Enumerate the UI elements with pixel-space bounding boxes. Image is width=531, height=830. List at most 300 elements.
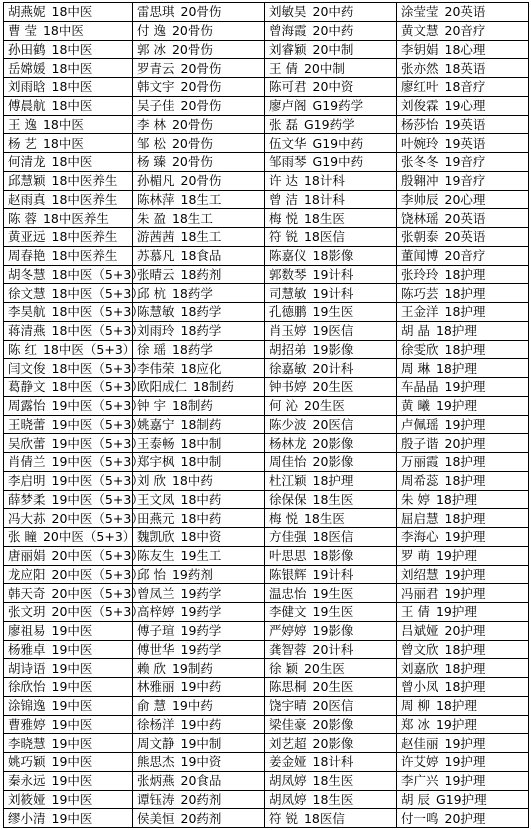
student-name: 陈可君 <box>269 79 307 95</box>
student-name: 王 倩 <box>401 604 430 620</box>
student-name: 徐欣怡 <box>8 679 46 695</box>
table-row <box>4 584 529 603</box>
student-name: 姚嘉宁 <box>137 416 175 432</box>
roster-cell <box>397 659 529 678</box>
student-class: 18制药 <box>171 398 213 414</box>
student-name: 李帅辰 <box>401 191 439 207</box>
student-name: 陈 红 <box>8 341 37 357</box>
roster-cell <box>265 59 397 78</box>
student-name: 肖玉婷 <box>269 323 307 339</box>
student-name: 涂锦逸 <box>8 698 46 714</box>
roster-cell <box>397 378 529 397</box>
roster-cell <box>397 453 529 472</box>
roster-cell <box>265 565 397 584</box>
roster-cell <box>4 471 144 490</box>
student-class: 20中制 <box>303 60 345 76</box>
student-class: G19药学 <box>303 116 355 132</box>
student-name: 李晓慧 <box>8 735 46 751</box>
student-class: 18中医 <box>51 41 93 57</box>
roster-cell <box>4 340 136 359</box>
student-class: 20心理 <box>444 191 486 207</box>
student-name: 姜金娅 <box>269 754 307 770</box>
roster-cell <box>4 584 144 603</box>
student-class: 20中医（5+3） <box>51 585 144 601</box>
student-class: 18护理 <box>444 285 486 301</box>
roster-cell <box>265 640 397 659</box>
student-class: 18中医（5+3） <box>51 360 144 376</box>
student-name: 徐嘉敏 <box>269 360 307 376</box>
student-class: 19影像 <box>312 341 354 357</box>
roster-cell <box>397 490 529 509</box>
student-class: 18医信 <box>312 529 354 545</box>
student-name: 杨 艺 <box>8 135 37 151</box>
roster-cell <box>397 321 529 340</box>
student-class: 18中医（5+3） <box>51 323 144 339</box>
roster-cell <box>265 603 397 622</box>
student-name: 周 琳 <box>401 360 430 376</box>
roster-cell <box>133 584 265 603</box>
student-class: 20生医 <box>303 660 345 676</box>
student-name: 王泰畅 <box>137 435 175 451</box>
student-name: 郭 冰 <box>137 41 166 57</box>
student-class: 19护理 <box>444 735 486 751</box>
roster-cell <box>265 790 397 809</box>
student-class: 19生工 <box>180 548 222 564</box>
student-name: 孙楣凡 <box>137 173 175 189</box>
table-row <box>4 490 529 509</box>
student-name: 罗 萌 <box>401 548 430 564</box>
student-name: 万丽霞 <box>401 454 439 470</box>
student-name: 朱 盈 <box>137 210 166 226</box>
table-row <box>4 3 529 22</box>
roster-cell <box>133 640 265 659</box>
student-class: 20护理 <box>444 810 486 826</box>
student-name: 龚智蓉 <box>269 641 307 657</box>
student-name: 曾小凤 <box>401 679 439 695</box>
student-name: 叶婉玲 <box>401 135 439 151</box>
student-name: 薛梦柔 <box>8 491 46 507</box>
student-name: 郑宇枫 <box>137 454 175 470</box>
student-name: 周希蕊 <box>401 473 439 489</box>
student-class: 20骨伤 <box>180 60 222 76</box>
table-row <box>4 715 529 734</box>
student-class: 18中医（5+3） <box>42 341 136 357</box>
roster-cell <box>397 96 529 115</box>
student-name: 钟 宇 <box>137 398 166 414</box>
student-class: 20影像 <box>312 716 354 732</box>
student-class: 19护理 <box>435 398 477 414</box>
student-class: 19护理 <box>435 604 477 620</box>
student-class: 18医信 <box>303 229 345 245</box>
student-class: 19护理 <box>444 754 486 770</box>
roster-cell <box>397 415 529 434</box>
student-name: 严婷婷 <box>269 623 307 639</box>
student-name: 张 磊 <box>269 116 298 132</box>
roster-cell <box>265 453 397 472</box>
student-name: 殷翱冲 <box>401 173 439 189</box>
student-name: 陈友生 <box>137 548 175 564</box>
student-name: 梁佳豪 <box>269 716 307 732</box>
roster-cell <box>4 734 133 753</box>
student-class: 18护理 <box>444 473 486 489</box>
student-name: 冯大荪 <box>8 510 46 526</box>
student-name: 俞 慧 <box>137 698 166 714</box>
student-class: 18计科 <box>312 754 354 770</box>
student-class: 18中药 <box>180 491 222 507</box>
roster-cell <box>133 509 265 528</box>
student-class: 20音疗 <box>444 248 486 264</box>
student-name: 肖倩兰 <box>8 454 46 470</box>
student-class: 19英语 <box>444 135 486 151</box>
student-name: 陈银辉 <box>269 566 307 582</box>
student-name: 伍文华 <box>269 135 307 151</box>
roster-cell <box>4 190 133 209</box>
table-row <box>4 303 529 322</box>
student-class: 18制药 <box>193 379 234 395</box>
student-class: G19药学 <box>312 98 364 114</box>
student-class: 18中医 <box>42 135 84 151</box>
roster-cell <box>4 321 144 340</box>
table-row <box>4 340 529 359</box>
roster-cell <box>4 78 133 97</box>
student-class: 20影像 <box>312 735 354 751</box>
table-row <box>4 78 529 97</box>
student-name: 高梓婷 <box>137 604 175 620</box>
student-class: 18中药 <box>171 473 213 489</box>
student-name: 曹雅婷 <box>8 716 46 732</box>
roster-cell <box>265 115 397 134</box>
student-class: G19中药 <box>312 154 364 170</box>
table-row <box>4 321 529 340</box>
student-class: 19中医（5+3） <box>51 491 144 507</box>
roster-cell <box>265 321 397 340</box>
table-row <box>4 528 529 547</box>
roster-cell <box>133 21 265 40</box>
table-row <box>4 621 529 640</box>
student-name: 蒋清燕 <box>8 323 46 339</box>
student-class: 19中医 <box>51 716 93 732</box>
student-class: 20骨伤 <box>180 173 222 189</box>
student-class: 18护理 <box>444 341 486 357</box>
roster-cell <box>265 378 397 397</box>
student-class: 19影像 <box>312 623 354 639</box>
student-class: 19中药 <box>180 716 222 732</box>
roster-cell <box>4 284 144 303</box>
table-row <box>4 209 529 228</box>
student-name: 冯丽君 <box>401 585 439 601</box>
table-row <box>4 246 529 265</box>
student-name: 张炳燕 <box>137 773 175 789</box>
student-name: 傅世华 <box>137 641 175 657</box>
student-name: 曾海霞 <box>269 23 307 39</box>
student-class: 18护理 <box>312 473 354 489</box>
student-name: 杨 臻 <box>137 154 166 170</box>
table-row <box>4 640 529 659</box>
roster-cell <box>265 696 397 715</box>
student-class: 18中医 <box>51 4 93 20</box>
roster-cell <box>133 603 265 622</box>
student-name: 王晓蕾 <box>8 416 46 432</box>
student-name: 李伟荣 <box>137 360 175 376</box>
roster-cell <box>133 246 265 265</box>
roster-cell <box>397 190 529 209</box>
roster-cell <box>265 303 397 322</box>
student-name: 邹 松 <box>137 135 166 151</box>
table-row <box>4 471 529 490</box>
student-name: 孙田鹤 <box>8 41 46 57</box>
student-roster-table <box>3 2 529 828</box>
roster-cell <box>397 134 529 153</box>
student-name: 邱慧颖 <box>8 173 46 189</box>
student-class: 20生医 <box>312 379 354 395</box>
student-class: 18药学 <box>180 323 222 339</box>
student-name: 徐杨洋 <box>137 716 175 732</box>
roster-cell <box>133 190 265 209</box>
student-class: 18英语 <box>444 60 486 76</box>
student-name: 吴欣蕾 <box>8 435 46 451</box>
student-class: 18中医（5+3） <box>51 304 144 320</box>
student-class: 18中医 <box>51 154 93 170</box>
student-class: 19计科 <box>312 566 354 582</box>
student-name: 方佳强 <box>269 529 307 545</box>
student-class: 19中医 <box>51 623 93 639</box>
student-name: 钟书婷 <box>269 379 307 395</box>
roster-cell <box>133 396 265 415</box>
roster-cell <box>397 3 529 22</box>
student-name: 朱 婷 <box>401 491 430 507</box>
student-class: 18心理 <box>444 41 486 57</box>
student-class: 18影像 <box>312 548 354 564</box>
roster-cell <box>397 153 529 172</box>
student-class: 18计科 <box>303 173 345 189</box>
roster-cell <box>133 134 265 153</box>
student-name: 刘雨玲 <box>137 323 175 339</box>
roster-cell <box>265 134 397 153</box>
student-class: 20中制 <box>312 41 354 57</box>
student-class: 19中医 <box>51 810 93 826</box>
student-name: 杜江颖 <box>269 473 307 489</box>
roster-cell <box>397 771 529 790</box>
roster-cell <box>397 790 529 809</box>
student-name: 胡诗语 <box>8 660 46 676</box>
student-class: 18生工 <box>171 210 213 226</box>
roster-cell <box>4 621 133 640</box>
student-name: 赵雨真 <box>8 191 46 207</box>
roster-cell <box>265 434 397 453</box>
student-class: 19药学 <box>180 604 222 620</box>
student-class: 19中医 <box>51 679 93 695</box>
student-class: 18护理 <box>435 698 477 714</box>
student-class: 20骨伤 <box>171 23 213 39</box>
student-name: 胡 晶 <box>401 323 430 339</box>
roster-cell <box>397 115 529 134</box>
student-name: 林雅丽 <box>137 679 175 695</box>
student-name: 杨雅卓 <box>8 641 46 657</box>
roster-cell <box>265 715 397 734</box>
roster-cell <box>4 228 133 247</box>
table-row <box>4 659 529 678</box>
roster-cell <box>397 40 529 59</box>
student-class: 18护理 <box>435 360 477 376</box>
student-class: 20中医（5+3） <box>42 529 136 545</box>
student-name: 刘敏昊 <box>269 4 307 20</box>
student-class: 18中医 <box>42 23 84 39</box>
roster-cell <box>397 584 529 603</box>
student-class: 18计科 <box>303 191 345 207</box>
student-class: 18中医养生 <box>51 248 118 264</box>
student-name: 殷子谐 <box>401 435 439 451</box>
roster-cell <box>4 453 144 472</box>
table-row <box>4 115 529 134</box>
student-name: 张朝泰 <box>401 229 439 245</box>
student-name: 胡凤婷 <box>269 791 307 807</box>
student-name: 傅子瑄 <box>137 623 175 639</box>
roster-cell <box>4 696 133 715</box>
student-class: 19护理 <box>435 548 477 564</box>
student-class: 19中医（5+3） <box>51 398 144 414</box>
student-name: 廖卢阁 <box>269 98 307 114</box>
student-name: 黄文慧 <box>401 23 439 39</box>
student-class: 19中医（5+3） <box>51 473 144 489</box>
table-row <box>4 359 529 378</box>
roster-cell <box>4 59 133 78</box>
roster-cell <box>133 265 265 284</box>
student-class: 19音疗 <box>444 154 486 170</box>
student-class: G19中药 <box>312 135 364 151</box>
roster-cell <box>265 284 397 303</box>
student-class: 19护理 <box>444 773 486 789</box>
student-class: 18中医 <box>51 79 93 95</box>
table-row <box>4 678 529 697</box>
student-name: 吴子佳 <box>137 98 175 114</box>
student-name: 谭钰涛 <box>137 791 175 807</box>
student-name: 刘筱娅 <box>8 791 46 807</box>
student-name: 周春艳 <box>8 248 46 264</box>
student-name: 曹 莹 <box>8 23 37 39</box>
student-class: 18护理 <box>444 454 486 470</box>
student-class: 19中医 <box>51 791 93 807</box>
roster-cell <box>397 565 529 584</box>
student-name: 廖红叶 <box>401 79 439 95</box>
roster-cell <box>265 584 397 603</box>
student-name: 李 林 <box>137 116 166 132</box>
roster-cell <box>133 753 265 772</box>
roster-cell <box>397 78 529 97</box>
table-row <box>4 396 529 415</box>
student-name: 饶宇晴 <box>269 698 307 714</box>
student-class: 20音疗 <box>444 23 486 39</box>
roster-cell <box>133 715 265 734</box>
student-name: 田燕元 <box>137 510 175 526</box>
student-class: 18音疗 <box>444 79 486 95</box>
student-class: 18生工 <box>180 229 222 245</box>
student-class: 18中医 <box>42 116 84 132</box>
student-name: 赵佳丽 <box>401 735 439 751</box>
student-name: 刘雨晗 <box>8 79 46 95</box>
student-class: 18药学 <box>171 341 213 357</box>
table-row <box>4 771 529 790</box>
student-name: 陈嘉仪 <box>269 248 307 264</box>
table-row <box>4 96 529 115</box>
roster-cell <box>397 734 529 753</box>
roster-cell <box>133 678 265 697</box>
roster-cell <box>4 96 133 115</box>
student-class: 18中医（5+3） <box>51 285 144 301</box>
student-name: 徐保保 <box>269 491 307 507</box>
student-class: 20药剂 <box>180 791 222 807</box>
roster-cell <box>397 171 529 190</box>
student-class: 20生医 <box>303 398 345 414</box>
student-class: 18中药 <box>180 510 222 526</box>
roster-cell <box>397 303 529 322</box>
table-row <box>4 284 529 303</box>
table-row <box>4 21 529 40</box>
student-class: 20中医（5+3） <box>51 510 144 526</box>
student-class: 20骨伤 <box>171 135 213 151</box>
student-class: 20骨伤 <box>171 116 213 132</box>
student-name: 王 逸 <box>8 116 37 132</box>
roster-cell <box>397 678 529 697</box>
student-class: 19护理 <box>444 566 486 582</box>
roster-cell <box>265 209 397 228</box>
student-class: 20中医（5+3） <box>51 604 144 620</box>
student-name: 胡冬慧 <box>8 266 46 282</box>
student-name: 张亦然 <box>401 60 439 76</box>
student-class: 20医信 <box>312 416 354 432</box>
student-class: 18中医养生 <box>51 173 118 189</box>
table-row <box>4 59 529 78</box>
roster-cell <box>133 153 265 172</box>
student-class: 18药学 <box>171 285 213 301</box>
student-name: 姚巧颖 <box>8 754 46 770</box>
student-name: 李海心 <box>401 529 439 545</box>
roster-cell <box>133 303 265 322</box>
roster-cell <box>265 471 397 490</box>
student-name: 缪小清 <box>8 810 46 826</box>
roster-cell <box>4 790 133 809</box>
student-class: 19中资 <box>180 754 222 770</box>
student-class: 18生医 <box>312 491 354 507</box>
roster-cell <box>4 678 133 697</box>
student-class: 19中制 <box>180 735 222 751</box>
roster-cell <box>265 528 397 547</box>
student-class: 19护理 <box>444 379 486 395</box>
roster-cell <box>133 471 265 490</box>
roster-cell <box>4 40 133 59</box>
roster-cell <box>265 396 397 415</box>
student-class: 20护理 <box>444 435 486 451</box>
student-name: 许 达 <box>269 173 298 189</box>
student-class: 20骨伤 <box>180 79 222 95</box>
student-class: 19中医 <box>51 660 93 676</box>
student-class: 19中医（5+3） <box>51 416 144 432</box>
student-class: 18生医 <box>312 773 354 789</box>
student-name: 孔德鹏 <box>269 304 307 320</box>
student-class: 20中药 <box>312 23 354 39</box>
student-class: 18医信 <box>303 810 345 826</box>
roster-cell <box>4 21 133 40</box>
student-name: 刘睿颖 <box>269 41 307 57</box>
roster-cell <box>397 228 529 247</box>
table-row <box>4 190 529 209</box>
roster-cell <box>265 509 397 528</box>
student-name: 魏凯欣 <box>137 529 175 545</box>
table-row <box>4 565 529 584</box>
student-name: 刘俊霖 <box>401 98 439 114</box>
roster-cell <box>397 246 529 265</box>
roster-cell <box>4 809 133 828</box>
student-name: 侯美恒 <box>137 810 175 826</box>
